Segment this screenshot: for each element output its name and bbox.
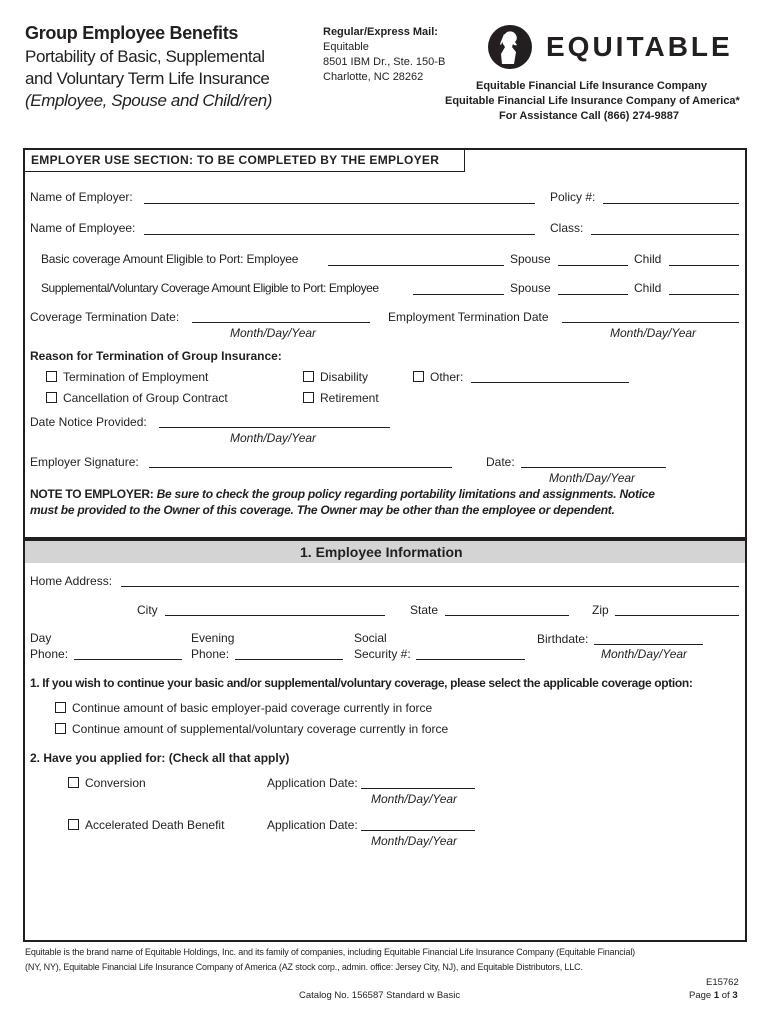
reason-disability[interactable] — [303, 370, 368, 384]
name-of-employee-label: Name of Employee: — [30, 221, 136, 235]
q1-option-basic[interactable] — [55, 701, 432, 715]
retirement-checkbox[interactable] — [303, 392, 314, 403]
name-of-employer-field[interactable] — [144, 203, 535, 204]
other-reason-field[interactable] — [471, 382, 629, 383]
q1-supplemental-label: Continue amount of supplemental/voluntary coverage currently in force — [72, 722, 449, 736]
evening-phone-field[interactable] — [235, 659, 343, 660]
adb-app-date-label: Application Date: — [267, 818, 358, 832]
basic-spouse-label: Spouse — [510, 252, 551, 266]
class-label: Class: — [550, 221, 584, 235]
conversion-option[interactable] — [68, 776, 146, 790]
social-label: Social — [354, 631, 387, 645]
date-notice-field[interactable] — [159, 427, 390, 428]
catalog-number: Catalog No. 156587 Standard w Basic — [299, 990, 461, 1001]
state-field[interactable] — [445, 615, 569, 616]
page-total: 3 — [732, 990, 738, 1001]
employer-signature-field[interactable] — [149, 467, 452, 468]
basic-spouse-field[interactable] — [558, 265, 628, 266]
reason-termination-employment[interactable] — [46, 370, 208, 384]
conversion-checkbox[interactable] — [68, 777, 79, 788]
assistance-phone: For Assistance Call (866) 274-9887 — [499, 110, 679, 122]
adb-app-date-field[interactable] — [361, 830, 475, 831]
supp-child-field[interactable] — [669, 294, 739, 295]
adb-checkbox[interactable] — [68, 819, 79, 830]
adb-app-date-hint: Month/Day/Year — [371, 834, 458, 848]
form-subtitle-3: (Employee, Spouse and Child/ren) — [25, 91, 273, 110]
zip-field[interactable] — [615, 615, 739, 616]
city-label: City — [137, 603, 158, 617]
employment-termination-date-hint: Month/Day/Year — [610, 326, 697, 340]
mail-line-2: 8501 IBM Dr., Ste. 150-B — [323, 56, 446, 68]
birthdate-field[interactable] — [594, 644, 703, 645]
evening-label: Evening — [191, 631, 235, 645]
adb-label: Accelerated Death Benefit — [85, 818, 225, 832]
employer-signature-label: Employer Signature: — [30, 455, 139, 469]
employer-section — [23, 148, 747, 539]
logo-wordmark: EQUITABLE — [546, 31, 733, 62]
employment-termination-date-field[interactable] — [562, 322, 739, 323]
basic-employee-field[interactable] — [328, 265, 504, 266]
retirement-label: Retirement — [320, 391, 379, 405]
form-subtitle-1: Portability of Basic, Supplemental — [25, 47, 265, 66]
page-current: 1 — [713, 990, 720, 1001]
conversion-app-date-hint: Month/Day/Year — [371, 792, 458, 806]
q1-supplemental-checkbox[interactable] — [55, 723, 66, 734]
form-title: Group Employee Benefits — [25, 23, 239, 43]
birthdate-hint: Month/Day/Year — [601, 647, 688, 661]
note-to-employer-line-1 — [30, 487, 655, 501]
other-label: Other: — [430, 370, 464, 384]
note-text-1: Be sure to check the group policy regarding portability limitations and assignments. Notice — [153, 487, 655, 501]
employee-section-title: 1. Employee Information — [300, 544, 463, 560]
basic-child-label: Child — [634, 252, 662, 266]
cancellation-checkbox[interactable] — [46, 392, 57, 403]
page-of: of — [719, 990, 733, 1001]
page-prefix: Page — [689, 990, 714, 1001]
employment-termination-date-label: Employment Termination Date — [388, 310, 549, 324]
supp-child-label: Child — [634, 281, 662, 295]
name-of-employer-label: Name of Employer: — [30, 190, 133, 204]
policy-field[interactable] — [603, 203, 739, 204]
company-name-2: Equitable Financial Life Insurance Company of America* — [445, 95, 740, 107]
reason-title: Reason for Termination of Group Insurance: — [30, 349, 282, 363]
termination-employment-checkbox[interactable] — [46, 371, 57, 382]
home-address-field[interactable] — [121, 586, 739, 587]
name-of-employee-field[interactable] — [144, 234, 535, 235]
q1-basic-label: Continue amount of basic employer-paid coverage currently in force — [72, 701, 433, 715]
page-number — [689, 990, 738, 1001]
coverage-termination-date-field[interactable] — [192, 322, 370, 323]
basic-amount-label: Basic coverage Amount Eligible to Port: Employee — [41, 252, 299, 266]
form-code: E15762 — [706, 977, 739, 988]
question-1: 1. If you wish to continue your basic and/or supplemental/voluntary coverage, please select the applicable coverage option: — [30, 676, 693, 690]
conversion-label: Conversion — [85, 776, 146, 790]
other-checkbox[interactable] — [413, 371, 424, 382]
question-2: 2. Have you applied for: (Check all that apply) — [30, 751, 290, 765]
footer-disclaimer-1: Equitable is the brand name of Equitable Holdings, Inc. and its family of companies, including Equitable Financial Life Insurance Company (Equitable Financial) — [25, 947, 636, 957]
supp-spouse-field[interactable] — [558, 294, 628, 295]
mail-label: Regular/Express Mail: — [323, 26, 438, 38]
employee-section — [23, 539, 747, 942]
date-notice-label: Date Notice Provided: — [30, 415, 147, 429]
footer-disclaimer-2: (NY, NY), Equitable Financial Life Insurance Company of America (AZ stock corp., admin. office: Jersey City, NJ), and Equitable Distributors, LLC. — [25, 962, 583, 972]
signature-date-field[interactable] — [521, 467, 666, 468]
state-label: State — [410, 603, 439, 617]
conversion-app-date-label: Application Date: — [267, 776, 358, 790]
company-name-1: Equitable Financial Life Insurance Company — [476, 80, 708, 92]
equitable-logo-icon — [487, 24, 533, 70]
form-subtitle-2: and Voluntary Term Life Insurance — [25, 69, 270, 88]
supp-spouse-label: Spouse — [510, 281, 551, 295]
note-label: NOTE TO EMPLOYER: — [30, 487, 154, 501]
cancellation-label: Cancellation of Group Contract — [63, 391, 228, 405]
home-address-label: Home Address: — [30, 574, 113, 588]
policy-label: Policy #: — [550, 190, 596, 204]
day-phone-field[interactable] — [74, 659, 182, 660]
basic-child-field[interactable] — [669, 265, 739, 266]
day-phone-label: Phone: — [30, 647, 69, 661]
reason-other[interactable] — [413, 370, 463, 384]
q1-option-supplemental[interactable] — [55, 722, 448, 736]
termination-employment-label: Termination of Employment — [63, 370, 209, 384]
evening-phone-label: Phone: — [191, 647, 230, 661]
mail-line-1: Equitable — [323, 41, 369, 53]
note-to-employer-line-2: must be provided to the Owner of this coverage. The Owner may be other than the employee or dependent. — [30, 503, 615, 517]
disability-checkbox[interactable] — [303, 371, 314, 382]
ssn-field[interactable] — [416, 659, 525, 660]
mail-line-3: Charlotte, NC 28262 — [323, 71, 424, 83]
reason-cancellation[interactable] — [46, 391, 228, 405]
coverage-termination-date-hint: Month/Day/Year — [230, 326, 317, 340]
class-field[interactable] — [591, 234, 739, 235]
supp-employee-field[interactable] — [413, 294, 504, 295]
birthdate-label: Birthdate: — [537, 632, 589, 646]
city-field[interactable] — [165, 615, 385, 616]
adb-option[interactable] — [68, 818, 224, 832]
conversion-app-date-field[interactable] — [361, 788, 475, 789]
signature-date-label: Date: — [486, 455, 515, 469]
date-notice-hint: Month/Day/Year — [230, 431, 317, 445]
employer-section-title: EMPLOYER USE SECTION: TO BE COMPLETED BY THE EMPLOYER — [24, 149, 465, 172]
q1-basic-checkbox[interactable] — [55, 702, 66, 713]
signature-date-hint: Month/Day/Year — [549, 471, 636, 485]
disability-label: Disability — [320, 370, 369, 384]
day-label: Day — [30, 631, 52, 645]
zip-label: Zip — [592, 603, 609, 617]
supp-amount-label: Supplemental/Voluntary Coverage Amount Eligible to Port: Employee — [41, 281, 379, 295]
coverage-termination-date-label: Coverage Termination Date: — [30, 310, 180, 324]
security-label: Security #: — [354, 647, 411, 661]
reason-retirement[interactable] — [303, 391, 379, 405]
